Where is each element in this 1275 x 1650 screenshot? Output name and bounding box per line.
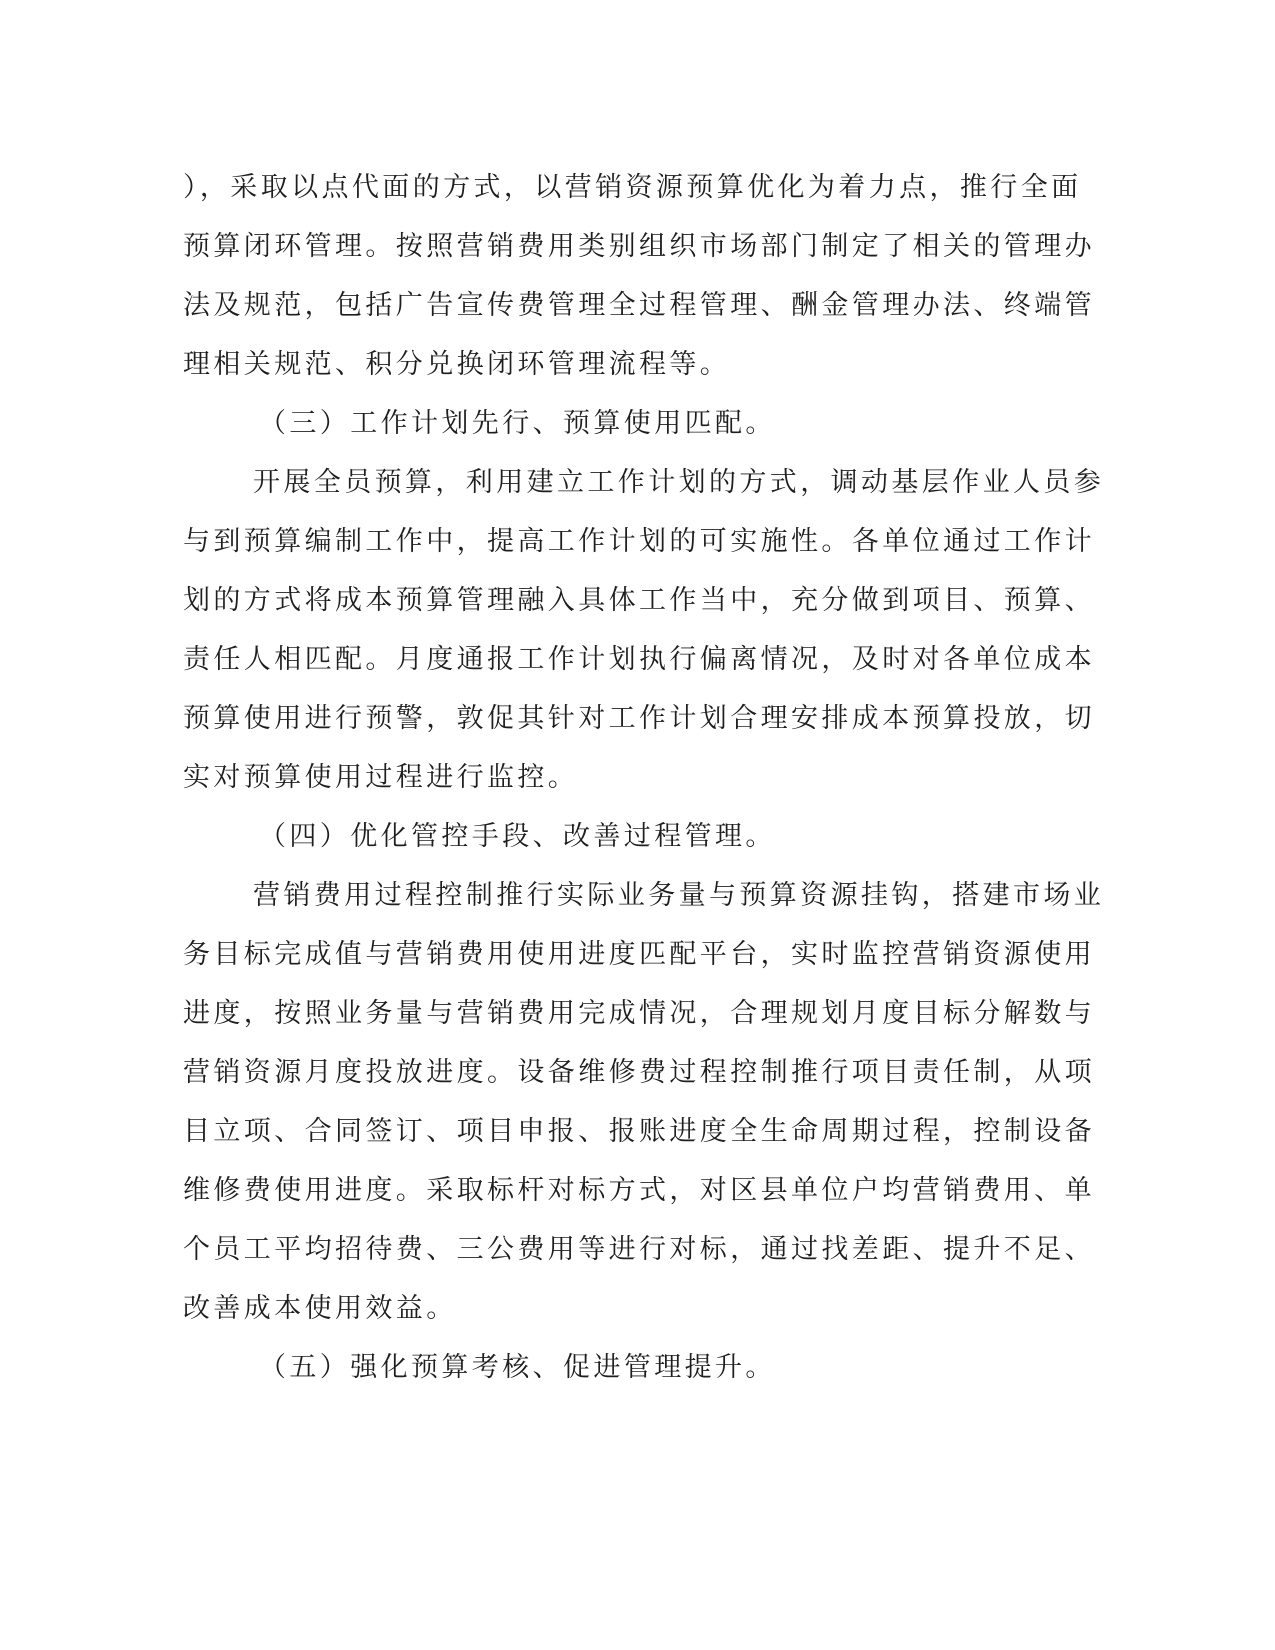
paragraph-line: 责任人相匹配。月度通报工作计划执行偏离情况，及时对各单位成本 [183,644,1095,675]
section-heading-4: （四）优化管控手段、改善过程管理。 [259,821,776,852]
paragraph-line: 法及规范，包括广告宣传费管理全过程管理、酬金管理办法、终端管 [183,290,1095,321]
paragraph-line: 个员工平均招待费、三公费用等进行对标，通过找差距、提升不足、 [183,1234,1095,1265]
section-heading-3: （三）工作计划先行、预算使用匹配。 [259,408,776,439]
paragraph-line: 营销资源月度投放进度。设备维修费过程控制推行项目责任制，从项 [183,1057,1095,1088]
paragraph-line: 维修费使用进度。采取标杆对标方式，对区县单位户均营销费用、单 [183,1175,1095,1206]
paragraph-line: 目立项、合同签订、项目申报、报账进度全生命周期过程，控制设备 [183,1116,1095,1147]
paragraph-line: 与到预算编制工作中，提高工作计划的可实施性。各单位通过工作计 [183,526,1095,557]
paragraph-line: 实对预算使用过程进行监控。 [183,762,579,793]
paragraph-line: 营销费用过程控制推行实际业务量与预算资源挂钩，搭建市场业 [253,880,1105,911]
paragraph-line: 预算闭环管理。按照营销费用类别组织市场部门制定了相关的管理办 [183,231,1095,262]
paragraph-line: 务目标完成值与营销费用使用进度匹配平台，实时监控营销资源使用 [183,939,1095,970]
paragraph-line: 理相关规范、积分兑换闭环管理流程等。 [183,349,731,380]
paragraph-line: ），采取以点代面的方式，以营销资源预算优化为着力点，推行全面 [183,172,1082,203]
paragraph-line: 进度，按照业务量与营销费用完成情况，合理规划月度目标分解数与 [183,998,1095,1029]
paragraph-line: 开展全员预算，利用建立工作计划的方式，调动基层作业人员参 [253,467,1105,498]
paragraph-line: 划的方式将成本预算管理融入具体工作当中，充分做到项目、预算、 [183,585,1095,616]
paragraph-line: 预算使用进行预警，敦促其针对工作计划合理安排成本预算投放，切 [183,703,1095,734]
paragraph-line: 改善成本使用效益。 [183,1293,457,1324]
document-body [183,158,1275,1397]
section-heading-5: （五）强化预算考核、促进管理提升。 [259,1352,776,1383]
